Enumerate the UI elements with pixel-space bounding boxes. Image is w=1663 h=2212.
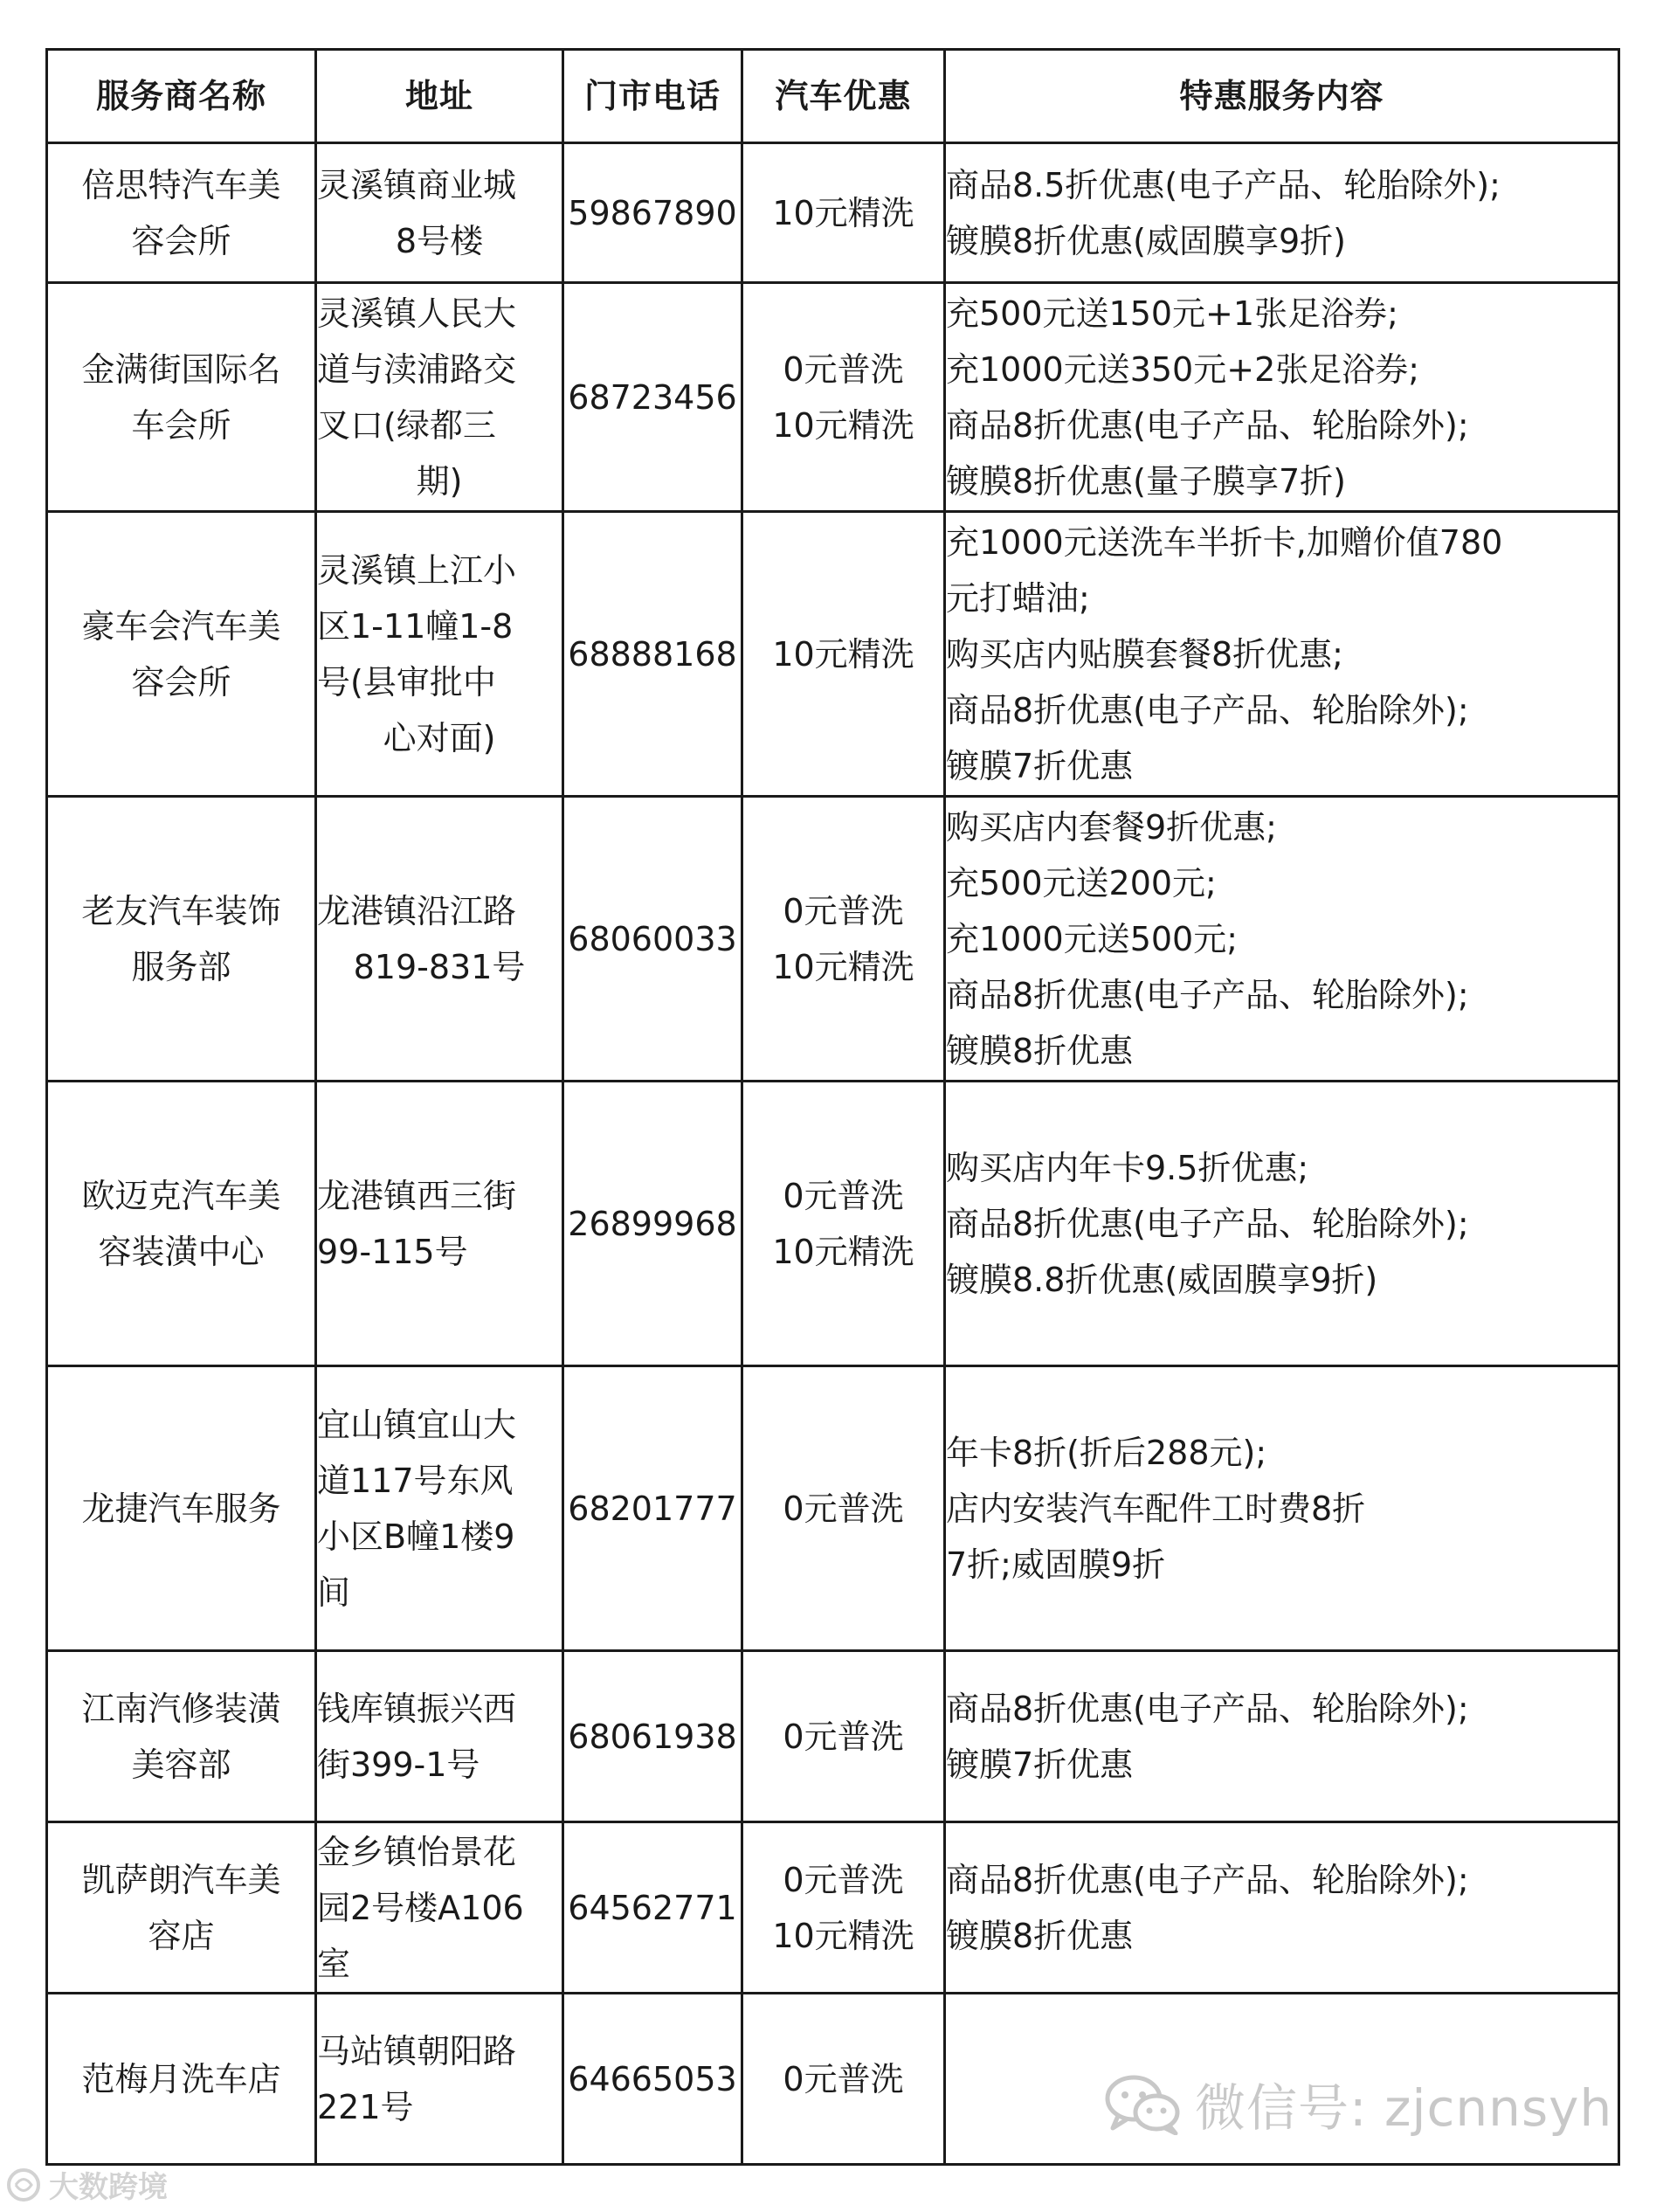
- header-provider-name: 服务商名称: [47, 50, 316, 143]
- phone-cell: 68201777: [563, 1366, 742, 1651]
- car-discount-cell: 0元普洗 10元精洗: [742, 797, 945, 1082]
- provider-name-cell: 倍思特汽车美 容会所: [47, 143, 316, 283]
- site-logo-icon: [3, 2165, 44, 2205]
- provider-name-cell: 老友汽车装饰 服务部: [47, 797, 316, 1082]
- table-row: [47, 1822, 1619, 1994]
- address-cell: 龙港镇沿江路 819-831号: [316, 797, 563, 1082]
- provider-name-cell: 欧迈克汽车美 容装潢中心: [47, 1082, 316, 1366]
- header-phone: 门市电话: [563, 50, 742, 143]
- special-services-cell: 商品8折优惠(电子产品、轮胎除外); 镀膜7折优惠: [945, 1651, 1619, 1822]
- table-row: [47, 143, 1619, 283]
- phone-cell: 68888168: [563, 512, 742, 797]
- car-discount-cell: 0元普洗: [742, 1366, 945, 1651]
- car-discount-cell: 0元普洗: [742, 1651, 945, 1822]
- phone-cell: 68061938: [563, 1651, 742, 1822]
- special-services-cell: 购买店内年卡9.5折优惠; 商品8折优惠(电子产品、轮胎除外); 镀膜8.8折优惠(威固膜享9折): [945, 1082, 1619, 1366]
- watermark-text: 微信号: zjcnnsyh: [1195, 2078, 1613, 2138]
- special-services-cell: 充1000元送洗车半折卡,加赠价值780 元打蜡油; 购买店内贴膜套餐8折优惠; 商品8折优惠(电子产品、轮胎除外); 镀膜7折优惠: [945, 512, 1619, 797]
- corner-watermark: [3, 2163, 168, 2206]
- phone-cell: 64665053: [563, 1994, 742, 2165]
- phone-cell: 68060033: [563, 797, 742, 1082]
- phone-cell: 64562771: [563, 1822, 742, 1994]
- header-car-discount: 汽车优惠: [742, 50, 945, 143]
- address-cell: 灵溪镇人民大 道与渎浦路交 叉口(绿都三 期): [316, 283, 563, 512]
- table-row: [47, 797, 1619, 1082]
- address-cell: 马站镇朝阳路 221号: [316, 1994, 563, 2165]
- car-discount-cell: 0元普洗: [742, 1994, 945, 2165]
- phone-cell: 26899968: [563, 1082, 742, 1366]
- car-discount-cell: 0元普洗 10元精洗: [742, 1082, 945, 1366]
- address-cell: 灵溪镇上江小 区1-11幢1-8 号(县审批中 心对面): [316, 512, 563, 797]
- address-cell: 灵溪镇商业城 8号楼: [316, 143, 563, 283]
- header-special-services: 特惠服务内容: [945, 50, 1619, 143]
- address-cell: 龙港镇西三街 99-115号: [316, 1082, 563, 1366]
- table-row: [47, 283, 1619, 512]
- special-services-cell: 年卡8折(折后288元); 店内安装汽车配件工时费8折 7折;威固膜9折: [945, 1366, 1619, 1651]
- corner-watermark-text: 大数跨境: [49, 2170, 168, 2205]
- special-services-cell: 购买店内套餐9折优惠; 充500元送200元; 充1000元送500元; 商品8折优惠(电子产品、轮胎除外); 镀膜8折优惠: [945, 797, 1619, 1082]
- provider-name-cell: 凯萨朗汽车美 容店: [47, 1822, 316, 1994]
- wechat-watermark: [1102, 2067, 1612, 2140]
- provider-name-cell: 金满街国际名 车会所: [47, 283, 316, 512]
- table-row: [47, 1366, 1619, 1651]
- address-cell: 金乡镇怡景花 园2号楼A106 室: [316, 1822, 563, 1994]
- wechat-icon: [1102, 2072, 1183, 2135]
- header-address: 地址: [316, 50, 563, 143]
- phone-cell: 68723456: [563, 283, 742, 512]
- table-row: [47, 1651, 1619, 1822]
- table-row: [47, 1082, 1619, 1366]
- service-provider-table: [45, 48, 1620, 2166]
- provider-name-cell: 江南汽修装潢 美容部: [47, 1651, 316, 1822]
- provider-name-cell: 豪车会汽车美 容会所: [47, 512, 316, 797]
- car-discount-cell: 10元精洗: [742, 512, 945, 797]
- provider-name-cell: 范梅月洗车店: [47, 1994, 316, 2165]
- provider-name-cell: 龙捷汽车服务: [47, 1366, 316, 1651]
- car-discount-cell: 0元普洗 10元精洗: [742, 1822, 945, 1994]
- address-cell: 钱库镇振兴西 街399-1号: [316, 1651, 563, 1822]
- table-header-row: [47, 50, 1619, 143]
- special-services-cell: 商品8.5折优惠(电子产品、轮胎除外); 镀膜8折优惠(威固膜享9折): [945, 143, 1619, 283]
- special-services-cell: 商品8折优惠(电子产品、轮胎除外); 镀膜8折优惠: [945, 1822, 1619, 1994]
- car-discount-cell: 10元精洗: [742, 143, 945, 283]
- special-services-cell: 充500元送150元+1张足浴券; 充1000元送350元+2张足浴券; 商品8折优惠(电子产品、轮胎除外); 镀膜8折优惠(量子膜享7折): [945, 283, 1619, 512]
- car-discount-cell: 0元普洗 10元精洗: [742, 283, 945, 512]
- table-row: [47, 512, 1619, 797]
- address-cell: 宜山镇宜山大 道117号东风 小区B幢1楼9 间: [316, 1366, 563, 1651]
- phone-cell: 59867890: [563, 143, 742, 283]
